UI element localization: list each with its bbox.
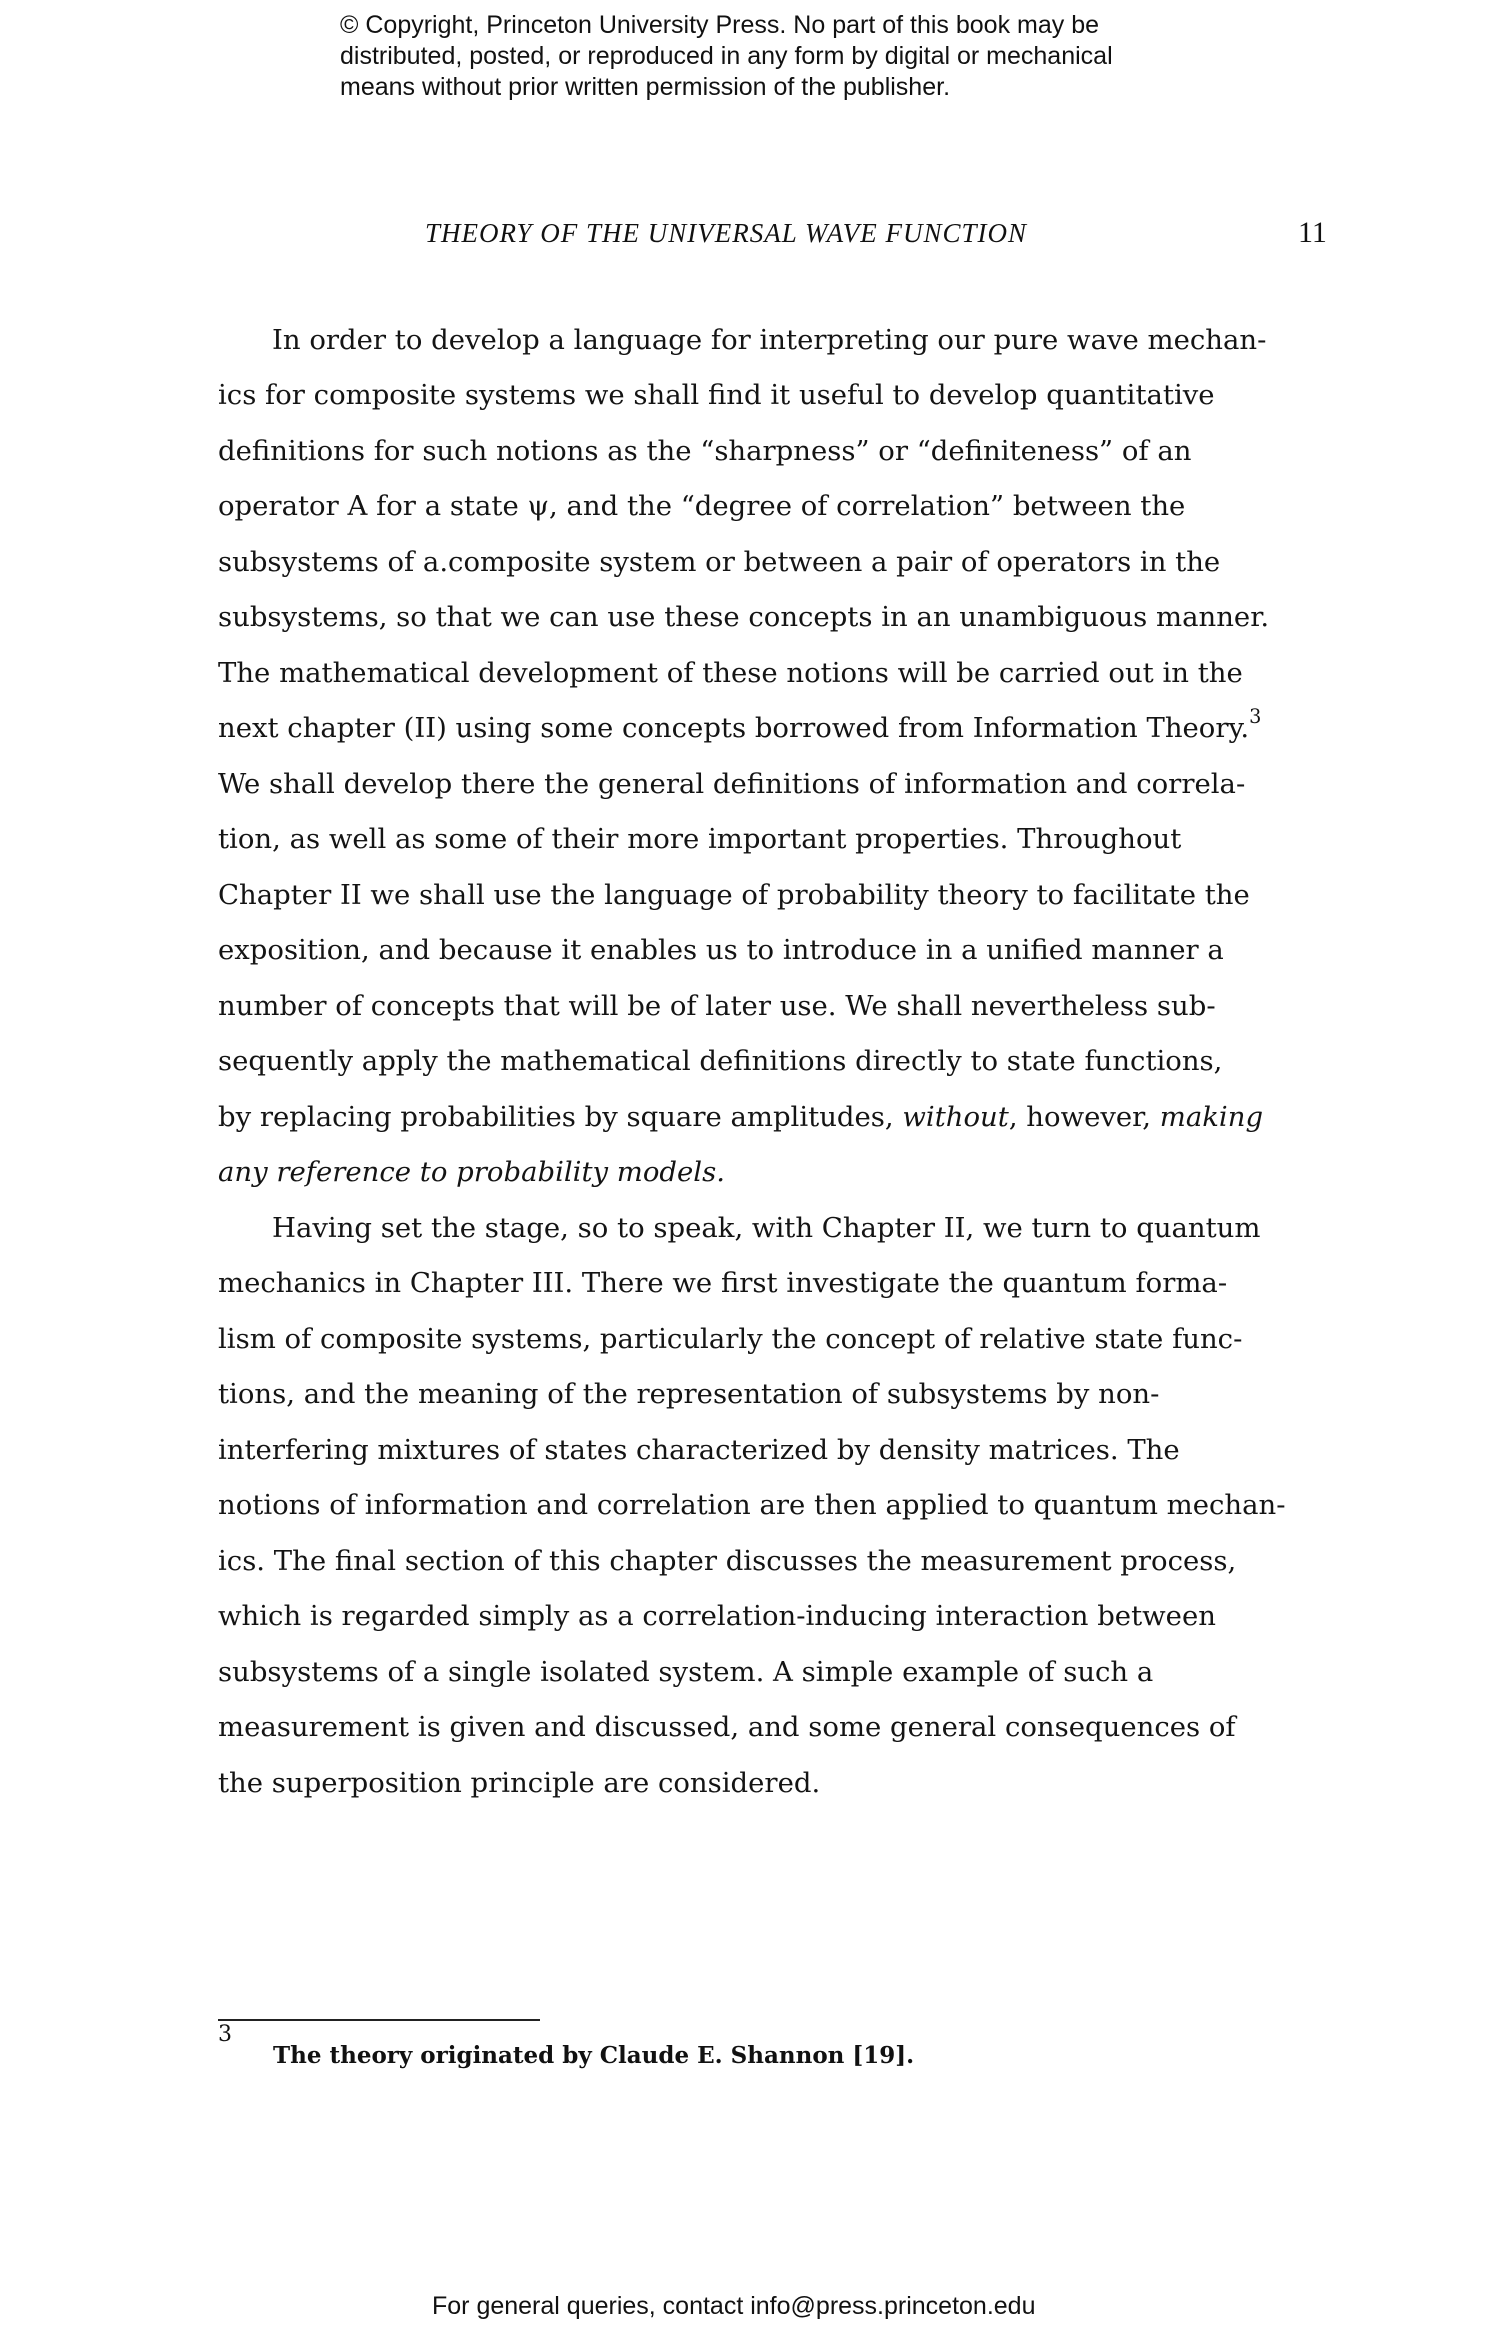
copyright-line: means without prior written permission of the publisher.: [340, 73, 951, 101]
text-line: exposition, and because it enables us to introduce in a unified manner a: [218, 934, 1224, 966]
text-line: [218, 705, 1262, 746]
emphasis: making: [1159, 1101, 1264, 1133]
text-line: number of concepts that will be of later use. We shall nevertheless sub-: [218, 990, 1216, 1022]
copyright-line: © Copyright, Princeton University Press. No part of this book may be: [340, 11, 1100, 39]
text-line: [218, 1099, 1263, 1135]
footnote-text: The theory originated by Claude E. Shannon [19].: [273, 2042, 915, 2069]
text-line: Chapter II we shall use the language of probability theory to facilitate the: [218, 879, 1250, 911]
text-line: Having set the stage, so to speak, with Chapter II, we turn to quantum: [272, 1212, 1261, 1244]
text-line: measurement is given and discussed, and some general consequences of: [218, 1711, 1236, 1743]
text-line: mechanics in Chapter III. There we first investigate the quantum forma-: [218, 1267, 1228, 1299]
footnote-reference[interactable]: 3: [1249, 705, 1262, 728]
text-span: by replacing probabilities by square amplitudes,: [218, 1101, 903, 1133]
text-line: which is regarded simply as a correlation-inducing interaction between: [218, 1600, 1216, 1632]
text-line: The mathematical development of these notions will be carried out in the: [218, 657, 1243, 689]
text-line: interfering mixtures of states characterized by density matrices. The: [218, 1434, 1180, 1466]
text-line: notions of information and correlation are then applied to quantum mechan-: [218, 1489, 1286, 1521]
text-line: any reference to probability models.: [218, 1156, 725, 1188]
text-line: subsystems of a.composite system or between a pair of operators in the: [218, 546, 1221, 578]
text-line: We shall develop there the general definitions of information and correla-: [218, 768, 1246, 800]
contact-footer: For general queries, contact info@press.princeton.edu: [432, 2292, 1036, 2320]
text-line: ics for composite systems we shall find it useful to develop quantitative: [218, 379, 1215, 411]
running-title: THEORY OF THE UNIVERSAL WAVE FUNCTION: [425, 218, 1028, 248]
text-line-content: next chapter (II) using some concepts borrowed from Information Theory.: [218, 712, 1250, 744]
text-line: subsystems of a single isolated system. A simple example of such a: [218, 1656, 1154, 1688]
footnote-divider: [218, 2019, 540, 2021]
text-line: ics. The final section of this chapter discusses the measurement process,: [218, 1545, 1237, 1577]
text-line: definitions for such notions as the “sharpness” or “definiteness” of an: [218, 435, 1192, 467]
text-line: In order to develop a language for interpreting our pure wave mechan-: [272, 324, 1267, 356]
text-span: , however,: [1008, 1101, 1160, 1133]
text-line: lism of composite systems, particularly the concept of relative state func-: [218, 1323, 1243, 1355]
text-line: operator A for a state ψ, and the “degree of correlation” between the: [218, 490, 1186, 522]
text-line: the superposition principle are considered.: [218, 1767, 821, 1799]
copyright-notice: [340, 10, 1240, 103]
page-number: 11: [1298, 216, 1327, 249]
text-line: subsystems, so that we can use these concepts in an unambiguous manner.: [218, 601, 1270, 633]
text-line: tion, as well as some of their more important properties. Throughout: [218, 823, 1182, 855]
footnote-mark: 3: [218, 2022, 232, 2047]
text-line: sequently apply the mathematical definitions directly to state functions,: [218, 1045, 1223, 1077]
copyright-line: distributed, posted, or reproduced in any form by digital or mechanical: [340, 42, 1113, 70]
emphasis: without: [902, 1101, 1009, 1133]
text-line: tions, and the meaning of the representation of subsystems by non-: [218, 1378, 1160, 1410]
